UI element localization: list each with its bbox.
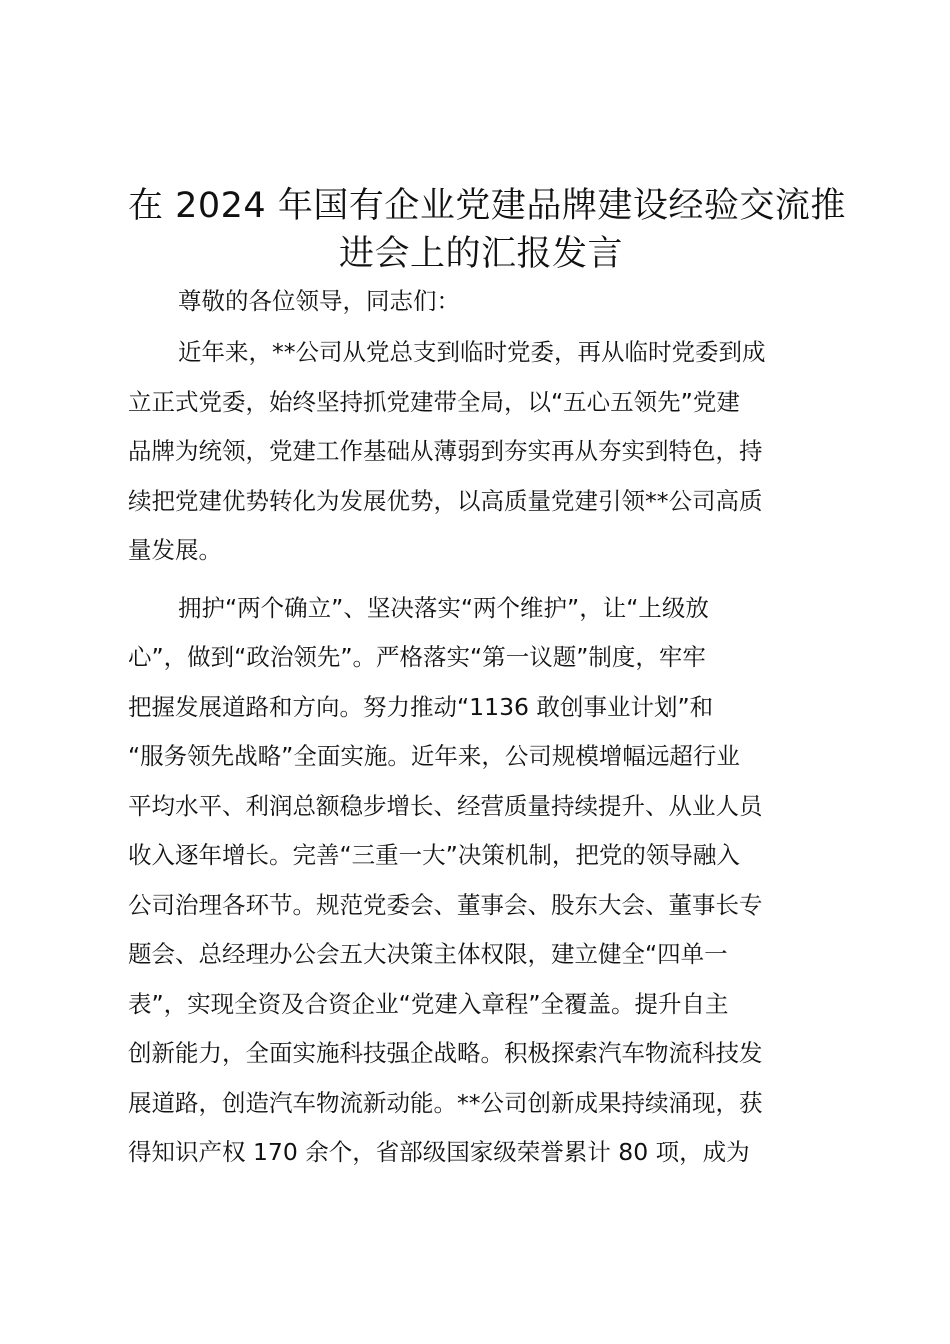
text-line: 把握发展道路和方向。努力推动“1136 敢创事业计划”和 [128,692,714,721]
text-line: 创新能力，全面实施科技强企战略。积极探索汽车物流科技发 [128,1039,763,1067]
text-line: 题会、总经理办公会五大决策主体权限，建立健全“四单一 [128,940,728,968]
text-line: “服务领先战略”全面实施。近年来，公司规模增幅远超行业 [128,742,740,770]
text-line: 心”，做到“政治领先”。严格落实“第一议题”制度，牢牢 [128,643,706,671]
paragraph-intro [128,328,834,576]
text-line: 得知识产权 170 余个，省部级国家级荣誉累计 80 项，成为 [128,1138,750,1166]
text-line: 品牌为统领，党建工作基础从薄弱到夯实再从夯实到特色，持 [128,437,763,465]
salutation: 尊敬的各位领导，同志们： [178,287,460,315]
document-page [128,182,846,1178]
text-line: 表”，实现全资及合资企业“党建入章程”全覆盖。提升自主 [128,989,729,1018]
text-line: 拥护“两个确立”、坚决落实“两个维护”，让“上级放 [178,593,709,622]
text-line: 收入逐年增长。完善“三重一大”决策机制，把党的领导融入 [128,841,740,869]
text-line: 立正式党委，始终坚持抓党建带全局，以“五心五领先”党建 [128,387,740,416]
text-line: 平均水平、利润总额稳步增长、经营质量持续提升、从业人员 [128,791,763,820]
text-line: 近年来，**公司从党总支到临时党委，再从临时党委到成 [178,338,766,366]
text-line: 量发展。 [128,536,222,564]
text-line: 公司治理各环节。规范党委会、董事会、股东大会、董事长专 [128,890,763,919]
paragraph-political-leadership [128,584,834,1178]
title-line: 进会上的汇报发言 [338,234,623,274]
document-title [128,182,846,278]
text-line: 续把党建优势转化为发展优势，以高质量党建引领**公司高质 [128,486,763,515]
title-line: 在 2024 年国有企业党建品牌建设经验交流推 [128,186,846,226]
text-line: 展道路，创造汽车物流新动能。**公司创新成果持续涌现，获 [128,1088,763,1117]
